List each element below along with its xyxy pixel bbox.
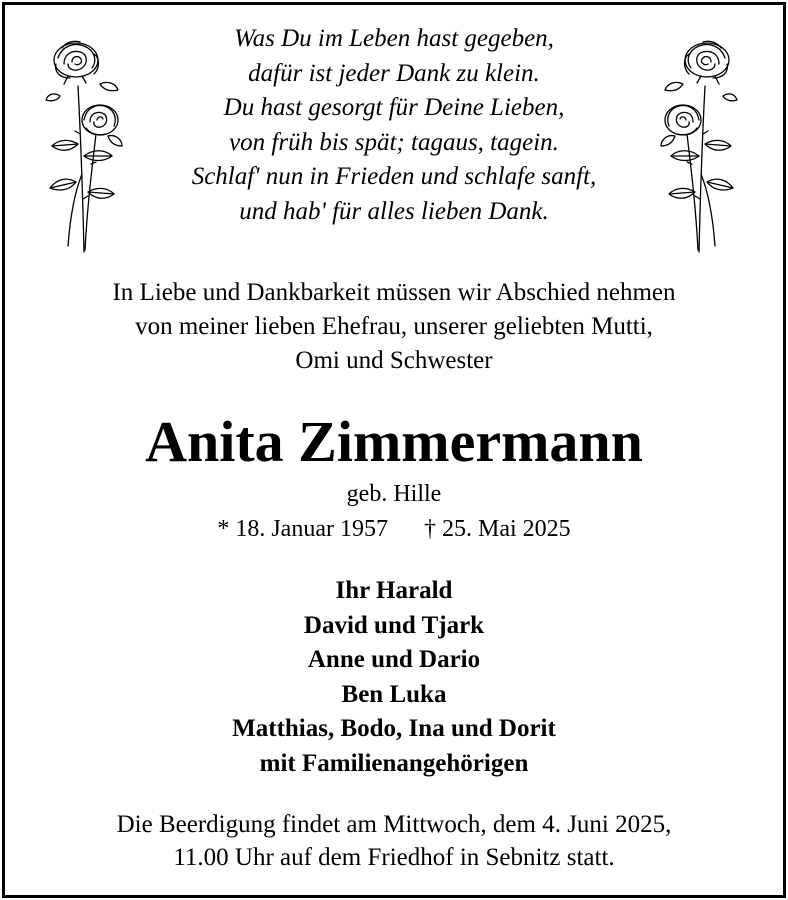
- mourner-name: mit Familienangehörigen: [259, 749, 529, 777]
- poem-line: Du hast gesorgt für Deine Lieben,: [223, 94, 565, 121]
- death-date: † 25. Mai 2025: [423, 516, 571, 542]
- intro-line: Omi und Schwester: [295, 347, 493, 374]
- birth-date: * 18. Januar 1957: [217, 516, 388, 542]
- poem-line: Was Du im Leben hast gegeben,: [234, 25, 554, 52]
- mourner-name: Ben Luka: [341, 680, 447, 708]
- mourner-name: Ihr Harald: [335, 577, 453, 604]
- intro-line: In Liebe und Dankbarkeit müssen wir Abschied nehmen: [112, 279, 676, 306]
- poem-line: und hab' für alles lieben Dank.: [239, 197, 549, 225]
- rose-icon: [655, 24, 745, 254]
- life-dates: [20, 512, 768, 546]
- funeral-line: Die Beerdigung findet am Mittwoch, dem 4. Juni 2025,: [116, 811, 672, 838]
- poem: [150, 22, 638, 229]
- poem-line: Schlaf' nun in Frieden und schlafe sanft,: [191, 163, 597, 190]
- mourners-list: [20, 574, 768, 782]
- poem-line: von früh bis spät; tagaus, tagein.: [229, 128, 559, 156]
- poem-line: dafür ist jeder Dank zu klein.: [248, 59, 540, 87]
- deceased-name: Anita Zimmermann: [145, 409, 643, 474]
- rose-icon: [38, 24, 128, 254]
- funeral-info: [20, 808, 768, 874]
- mourner-name: Matthias, Bodo, Ina und Dorit: [232, 715, 556, 743]
- funeral-line: 11.00 Uhr auf dem Friedhof in Sebnitz statt.: [173, 844, 615, 871]
- maiden-name: geb. Hille: [346, 481, 442, 507]
- mourner-name: Anne und Dario: [307, 646, 481, 674]
- mourner-name: David und Tjark: [303, 611, 485, 639]
- intro-line: von meiner lieben Ehefrau, unserer geliebten Mutti,: [135, 313, 653, 340]
- intro-text: [20, 276, 768, 378]
